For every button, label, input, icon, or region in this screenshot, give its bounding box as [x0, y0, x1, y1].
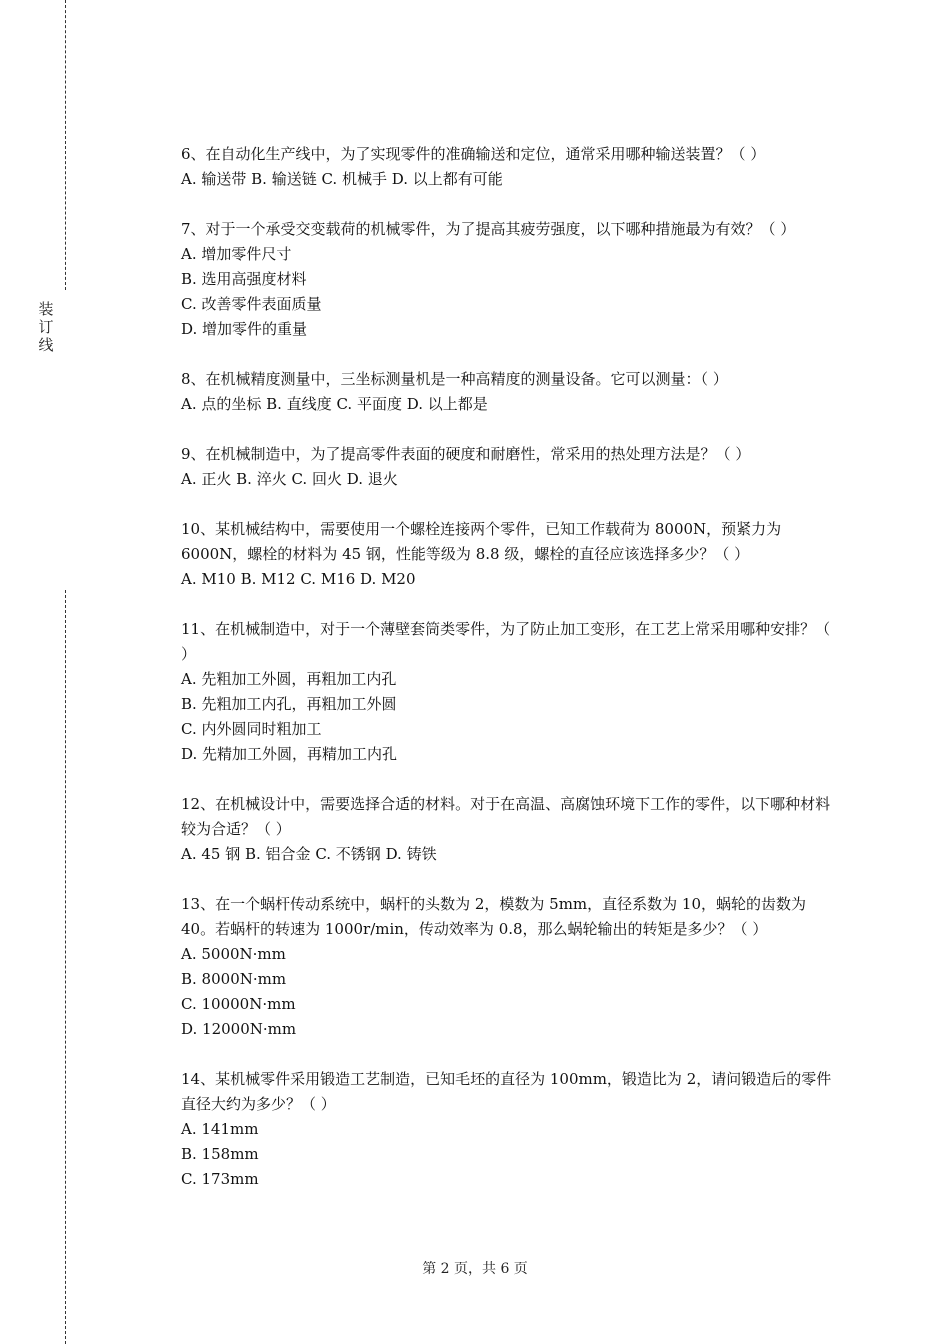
binding-label-char: 装: [38, 300, 54, 318]
option-d: D. 12000N·mm: [181, 1020, 297, 1038]
question-text: 14、某机械零件采用锻造工艺制造，已知毛坯的直径为 100mm，锻造比为 2，请问锻造后的零件直径大约为多少？（ ）: [181, 1070, 832, 1113]
question-options: A. 点的坐标 B. 直线度 C. 平面度 D. 以上都是: [181, 395, 488, 413]
question-14: [181, 1067, 841, 1192]
question-6: [181, 142, 841, 192]
question-text: 9、在机械制造中，为了提高零件表面的硬度和耐磨性，常采用的热处理方法是？（ ）: [181, 445, 751, 463]
option-c: C. 改善零件表面质量: [181, 295, 322, 313]
question-text: 11、在机械制造中，对于一个薄壁套筒类零件，为了防止加工变形，在工艺上常采用哪种安排？（ ）: [181, 620, 831, 663]
question-text: 7、对于一个承受交变载荷的机械零件，为了提高其疲劳强度，以下哪种措施最为有效？（ ）: [181, 220, 796, 238]
question-12: [181, 792, 841, 867]
question-8: [181, 367, 841, 417]
question-text: 12、在机械设计中，需要选择合适的材料。对于在高温、高腐蚀环境下工作的零件，以下哪种材料较为合适？（ ）: [181, 795, 831, 838]
question-text: 10、某机械结构中，需要使用一个螺栓连接两个零件，已知工作载荷为 8000N，预紧力为 6000N，螺栓的材料为 45 钢，性能等级为 8.8 级，螺栓的直径应该选择多少？（ ）: [181, 520, 782, 563]
question-options: A. 45 钢 B. 铝合金 C. 不锈钢 D. 铸铁: [181, 845, 437, 863]
option-b: B. 158mm: [181, 1145, 259, 1163]
option-d: D. 增加零件的重量: [181, 320, 308, 338]
question-13: [181, 892, 841, 1042]
binding-label-char: 订: [38, 318, 54, 336]
binding-label-char: 线: [38, 336, 54, 354]
option-a: A. 增加零件尺寸: [181, 245, 292, 263]
option-a: A. 5000N·mm: [181, 945, 286, 963]
option-b: B. 8000N·mm: [181, 970, 287, 988]
question-11: [181, 617, 841, 767]
question-10: [181, 517, 841, 592]
binding-label: [36, 300, 56, 354]
page-footer: 第 2 页，共 6 页: [422, 1261, 528, 1277]
option-c: C. 内外圆同时粗加工: [181, 720, 322, 738]
option-c: C. 173mm: [181, 1170, 259, 1188]
option-a: A. 先粗加工外圆，再粗加工内孔: [181, 670, 397, 688]
question-text: 13、在一个蜗杆传动系统中，蜗杆的头数为 2，模数为 5mm，直径系数为 10，蜗轮的齿数为 40。若蜗杆的转速为 1000r/min，传动效率为 0.8，那么蜗轮输出的转矩是多少？（ ）: [181, 895, 807, 938]
question-options: A. 输送带 B. 输送链 C. 机械手 D. 以上都有可能: [181, 170, 503, 188]
option-b: B. 先粗加工内孔，再粗加工外圆: [181, 695, 397, 713]
question-text: 6、在自动化生产线中，为了实现零件的准确输送和定位，通常采用哪种输送装置？（ ）: [181, 145, 766, 163]
binding-line-top: [65, 0, 66, 290]
option-d: D. 先精加工外圆，再精加工内孔: [181, 745, 398, 763]
question-list: [181, 142, 841, 1217]
question-text: 8、在机械精度测量中，三坐标测量机是一种高精度的测量设备。它可以测量：（ ）: [181, 370, 728, 388]
option-a: A. 141mm: [181, 1120, 259, 1138]
binding-line-bottom: [65, 590, 66, 1344]
question-options: A. 正火 B. 淬火 C. 回火 D. 退火: [181, 470, 398, 488]
question-9: [181, 442, 841, 492]
question-options: A. M10 B. M12 C. M16 D. M20: [181, 570, 416, 588]
option-b: B. 选用高强度材料: [181, 270, 307, 288]
option-c: C. 10000N·mm: [181, 995, 296, 1013]
question-7: [181, 217, 841, 342]
